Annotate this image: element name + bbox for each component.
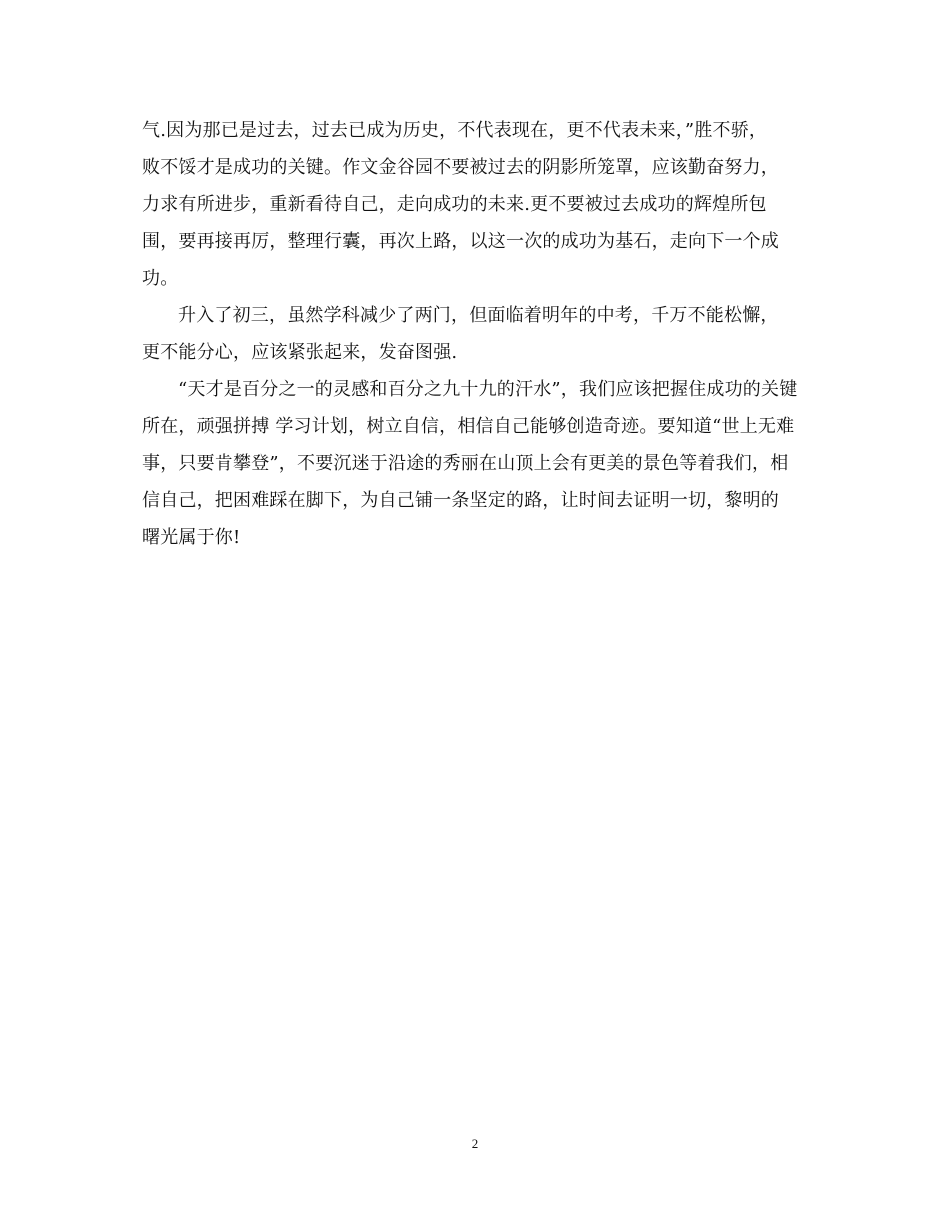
text-line: 所在，顽强拼搏 学习计划，树立自信，相信自己能够创造奇迹。要知道“世上无难 bbox=[142, 416, 795, 437]
text-line: 败不馁才是成功的关键。作文金谷园不要被过去的阴影所笼罩，应该勤奋努力， bbox=[142, 157, 779, 178]
paragraph-start-line: “天才是百分之一的灵感和百分之九十九的汗水”，我们应该把握住成功的关键 bbox=[178, 379, 798, 400]
text-line: 围，要再接再厉，整理行囊，再次上路，以这一次的成功为基石，走向下一个成 bbox=[142, 231, 779, 252]
text-line: 力求有所进步，重新看待自己，走向成功的未来.更不要被过去成功的辉煌所包 bbox=[142, 194, 767, 215]
text-line: 曙光属于你! bbox=[142, 527, 241, 548]
text-line: 信自己，把困难踩在脚下，为自己铺一条坚定的路，让时间去证明一切，黎明的 bbox=[142, 490, 779, 511]
body-text bbox=[142, 112, 812, 556]
text-line: 更不能分心，应该紧张起来，发奋图强. bbox=[142, 342, 458, 363]
text-line: 功。 bbox=[142, 268, 179, 289]
text-line: 气.因为那已是过去，过去已成为历史，不代表现在，更不代表未来，”胜不骄， bbox=[142, 120, 768, 141]
page-number: 2 bbox=[471, 1136, 479, 1151]
paragraph-start-line: 升入了初三，虽然学科减少了两门，但面临着明年的中考，千万不能松懈， bbox=[178, 305, 779, 326]
text-line: 事，只要肯攀登”，不要沉迷于沿途的秀丽在山顶上会有更美的景色等着我们，相 bbox=[142, 453, 789, 474]
